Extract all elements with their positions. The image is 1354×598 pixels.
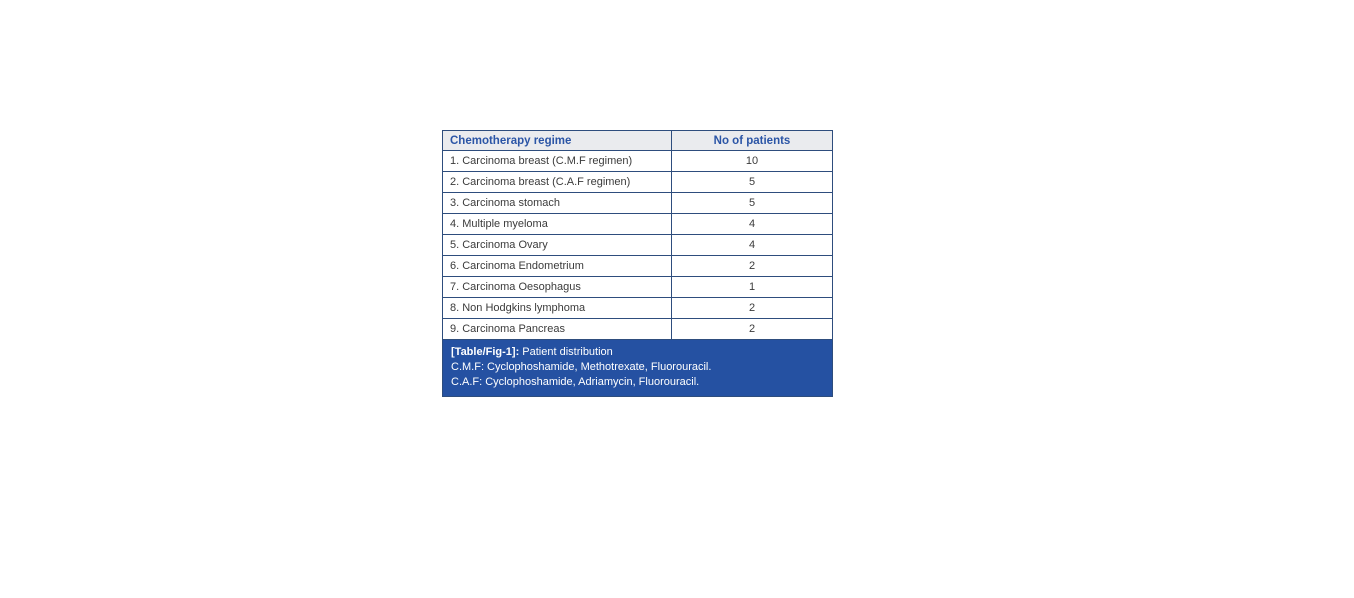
column-header-patients: No of patients: [672, 131, 832, 151]
cell-regime: 9. Carcinoma Pancreas: [443, 319, 672, 340]
table-row: [443, 151, 832, 172]
table-row: [443, 277, 832, 298]
patient-distribution-table: [442, 130, 833, 397]
cell-regime: 1. Carcinoma breast (C.M.F regimen): [443, 151, 672, 172]
cell-patients: 1: [672, 277, 832, 298]
caption-figure-label: [Table/Fig-1]:: [451, 346, 520, 358]
cell-patients: 2: [672, 256, 832, 277]
table-row: [443, 172, 832, 193]
cell-patients: 10: [672, 151, 832, 172]
cell-patients: 5: [672, 193, 832, 214]
caption-footnote-caf: C.A.F: Cyclophoshamide, Adriamycin, Fluorouracil.: [451, 376, 700, 388]
cell-patients: 4: [672, 214, 832, 235]
cell-regime: 5. Carcinoma Ovary: [443, 235, 672, 256]
cell-regime: 3. Carcinoma stomach: [443, 193, 672, 214]
cell-regime: 6. Carcinoma Endometrium: [443, 256, 672, 277]
cell-patients: 4: [672, 235, 832, 256]
column-header-regime: Chemotherapy regime: [443, 131, 672, 151]
table-row: [443, 298, 832, 319]
caption-title-text: Patient distribution: [519, 346, 613, 358]
cell-regime: 8. Non Hodgkins lymphoma: [443, 298, 672, 319]
table-row: [443, 319, 832, 340]
cell-patients: 2: [672, 298, 832, 319]
cell-patients: 2: [672, 319, 832, 340]
table-caption: [443, 340, 832, 396]
caption-footnote-cmf: C.M.F: Cyclophoshamide, Methotrexate, Fluorouracil.: [451, 361, 712, 373]
table-header-row: [443, 131, 832, 151]
table-row: [443, 235, 832, 256]
cell-regime: 4. Multiple myeloma: [443, 214, 672, 235]
table-row: [443, 214, 832, 235]
table-row: [443, 193, 832, 214]
cell-regime: 7. Carcinoma Oesophagus: [443, 277, 672, 298]
caption-title-line: [451, 345, 824, 360]
table-row: [443, 256, 832, 277]
cell-patients: 5: [672, 172, 832, 193]
cell-regime: 2. Carcinoma breast (C.A.F regimen): [443, 172, 672, 193]
